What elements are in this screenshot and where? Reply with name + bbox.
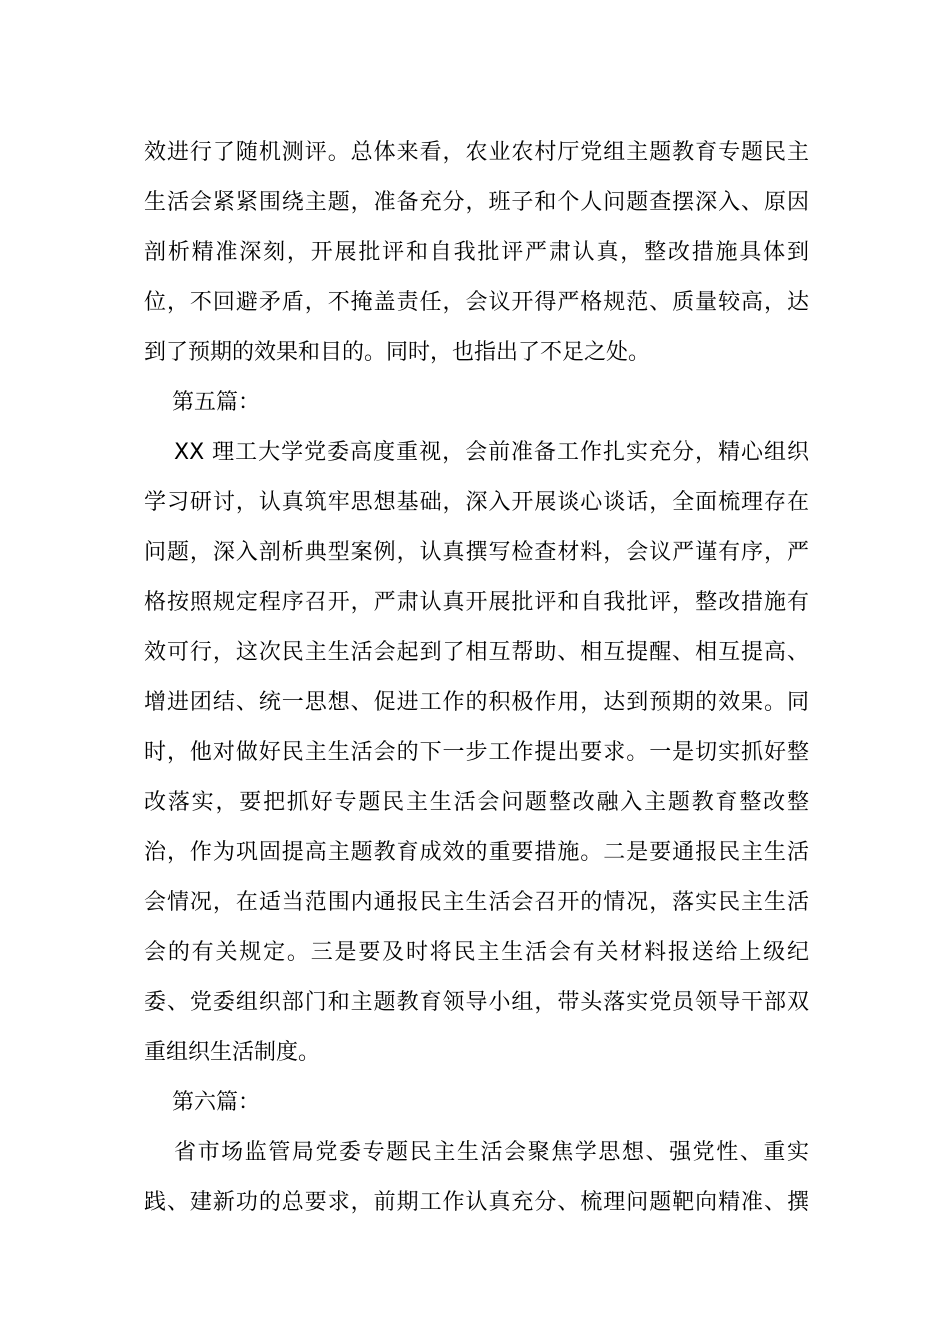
- document-body: [144, 128, 809, 1228]
- paragraph-continued: [144, 128, 809, 378]
- paragraph: [144, 428, 809, 1078]
- text-line: 到了预期的效果和目的。同时，也指出了不足之处。: [144, 340, 651, 365]
- section-heading: 第六篇：: [172, 1090, 261, 1115]
- text-line: 格按照规定程序召开，严肃认真开展批评和自我批评，整改措施有: [144, 590, 809, 615]
- text-line: 位，不回避矛盾，不掩盖责任，会议开得严格规范、质量较高，达: [144, 290, 809, 315]
- text-line: 省市场监管局党委专题民主生活会聚焦学思想、强党性、重实: [174, 1140, 809, 1165]
- text-line: 治，作为巩固提高主题教育成效的重要措施。二是要通报民主生活: [144, 840, 809, 865]
- text-line: 问题，深入剖析典型案例，认真撰写检查材料，会议严谨有序，严: [144, 540, 809, 565]
- paragraph: [144, 1128, 809, 1228]
- text-line: 重组织生活制度。: [144, 1040, 321, 1065]
- text-line: 委、党委组织部门和主题教育领导小组，带头落实党员领导干部双: [144, 990, 809, 1015]
- text-line: 会的有关规定。三是要及时将民主生活会有关材料报送给上级纪: [144, 940, 809, 965]
- text-line: 改落实，要把抓好专题民主生活会问题整改融入主题教育整改整: [144, 790, 809, 815]
- text-line: 会情况，在适当范围内通报民主生活会召开的情况，落实民主生活: [144, 890, 809, 915]
- text-line: 生活会紧紧围绕主题，准备充分，班子和个人问题查摆深入、原因: [144, 190, 809, 215]
- text-line: 时，他对做好民主生活会的下一步工作提出要求。一是切实抓好整: [144, 740, 809, 765]
- section-heading: 第五篇：: [172, 390, 261, 415]
- text-line: 学习研讨，认真筑牢思想基础，深入开展谈心谈话，全面梳理存在: [144, 490, 809, 515]
- text-line: XX 理工大学党委高度重视，会前准备工作扎实充分，精心组织: [174, 440, 809, 465]
- text-line: 践、建新功的总要求，前期工作认真充分、梳理问题靶向精准、撰: [144, 1190, 809, 1215]
- text-line: 效进行了随机测评。总体来看，农业农村厅党组主题教育专题民主: [144, 140, 809, 165]
- text-line: 效可行，这次民主生活会起到了相互帮助、相互提醒、相互提高、: [144, 640, 809, 665]
- text-line: 增进团结、统一思想、促进工作的积极作用，达到预期的效果。同: [144, 690, 809, 715]
- text-line: 剖析精准深刻，开展批评和自我批评严肃认真，整改措施具体到: [144, 240, 809, 265]
